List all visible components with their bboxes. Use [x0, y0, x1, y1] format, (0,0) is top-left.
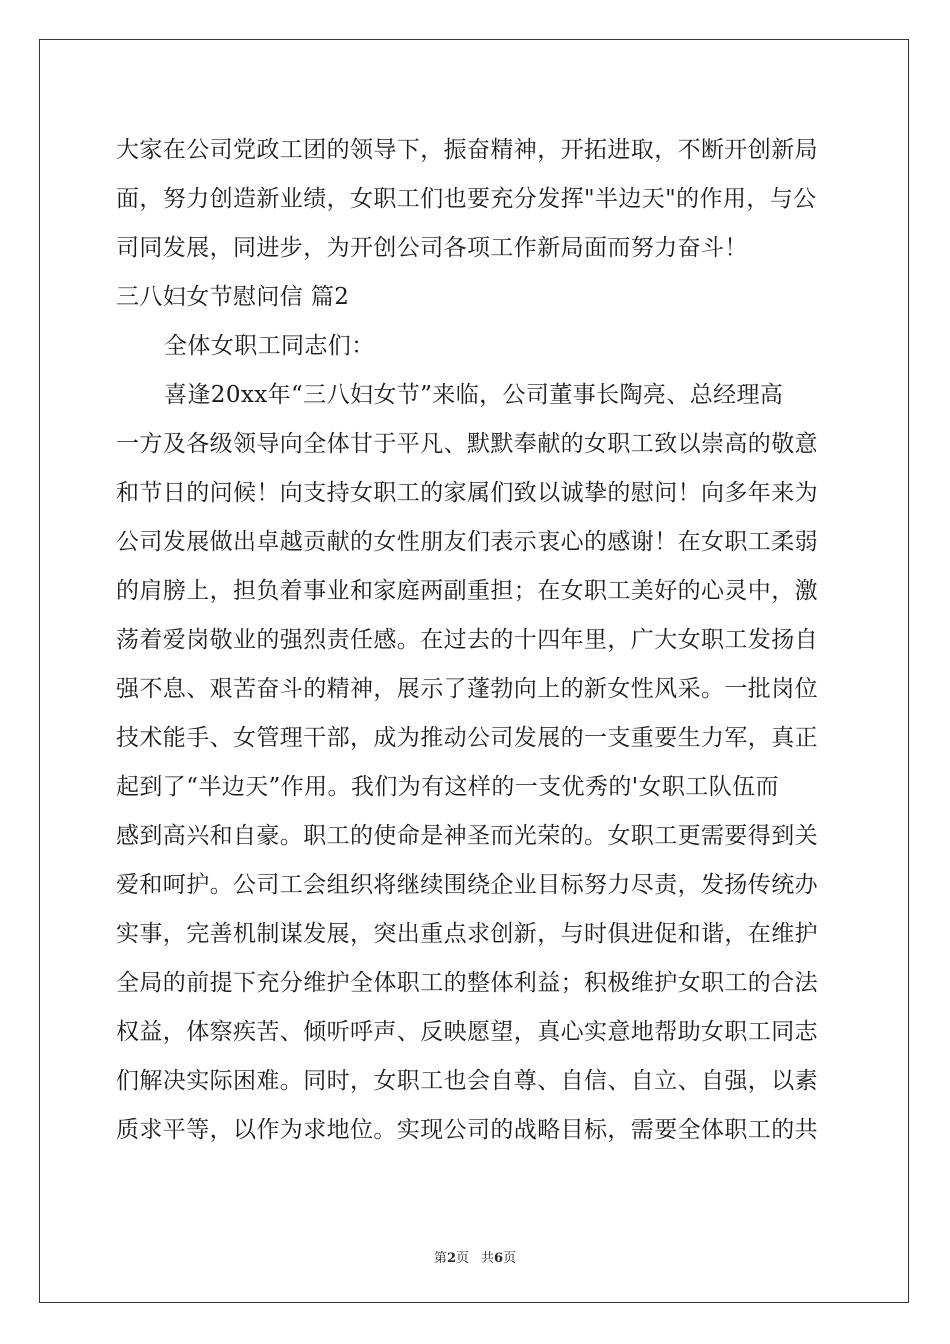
total-suffix: 页	[503, 1251, 517, 1266]
text-line: 爱和呵护。公司工会组织将继续围绕企业目标努力尽责，发扬传统办	[116, 872, 818, 898]
text-line: 大家在公司党政工团的领导下，振奋精神，开拓进取，不断开创新局	[116, 137, 818, 163]
text-line: 技术能手、女管理干部，成为推动公司发展的一支重要生力军，真正	[116, 725, 818, 751]
text-line: 喜逢20xx年“三八妇女节”来临，公司董事长陶亮、总经理高	[164, 382, 784, 408]
text-line: 公司发展做出卓越贡献的女性朋友们表示衷心的感谢！在女职工柔弱	[116, 529, 818, 555]
text-line: 面，努力创造新业绩，女职工们也要充分发挥"半边天"的作用，与公	[116, 186, 817, 212]
text-line: 的肩膀上，担负着事业和家庭两副重担；在女职工美好的心灵中，激	[116, 578, 818, 604]
salutation: 全体女职工同志们：	[164, 333, 375, 359]
text-line: 荡着爱岗敬业的强烈责任感。在过去的十四年里，广大女职工发扬自	[116, 627, 818, 653]
total-prefix: 共	[481, 1251, 495, 1266]
total-pages: 6	[494, 1251, 504, 1266]
text-line: 质求平等，以作为求地位。实现公司的战略目标，需要全体职工的共	[116, 1117, 818, 1143]
text-line: 一方及各级领导向全体甘于平凡、默默奉献的女职工致以崇高的敬意	[116, 431, 818, 457]
page-suffix: 页	[455, 1251, 469, 1266]
text-line: 全局的前提下充分维护全体职工的整体利益；积极维护女职工的合法	[116, 970, 818, 996]
page-number: 2	[446, 1251, 456, 1266]
section-heading: 三八妇女节慰问信 篇2	[116, 284, 350, 310]
text-line: 权益，体察疾苦、倾听呼声、反映愿望，真心实意地帮助女职工同志	[116, 1019, 818, 1045]
text-line: 们解决实际困难。同时，女职工也会自尊、自信、自立、自强，以素	[116, 1068, 818, 1094]
text-line: 司同发展，同进步，为开创公司各项工作新局面而努力奋斗！	[116, 235, 748, 261]
page-prefix: 第	[433, 1251, 447, 1266]
text-line: 和节日的问候！向支持女职工的家属们致以诚挚的慰问！向多年来为	[116, 480, 818, 506]
page-footer	[0, 1247, 950, 1266]
text-line: 起到了“半边天”作用。我们为有这样的一支优秀的'女职工队伍而	[116, 774, 779, 800]
text-line: 感到高兴和自豪。职工的使命是神圣而光荣的。女职工更需要得到关	[116, 823, 818, 849]
text-line: 实事，完善机制谋发展，突出重点求创新，与时俱进促和谐，在维护	[116, 921, 818, 947]
text-line: 强不息、艰苦奋斗的精神，展示了蓬勃向上的新女性风采。一批岗位	[116, 676, 818, 702]
document-body	[116, 126, 836, 1155]
